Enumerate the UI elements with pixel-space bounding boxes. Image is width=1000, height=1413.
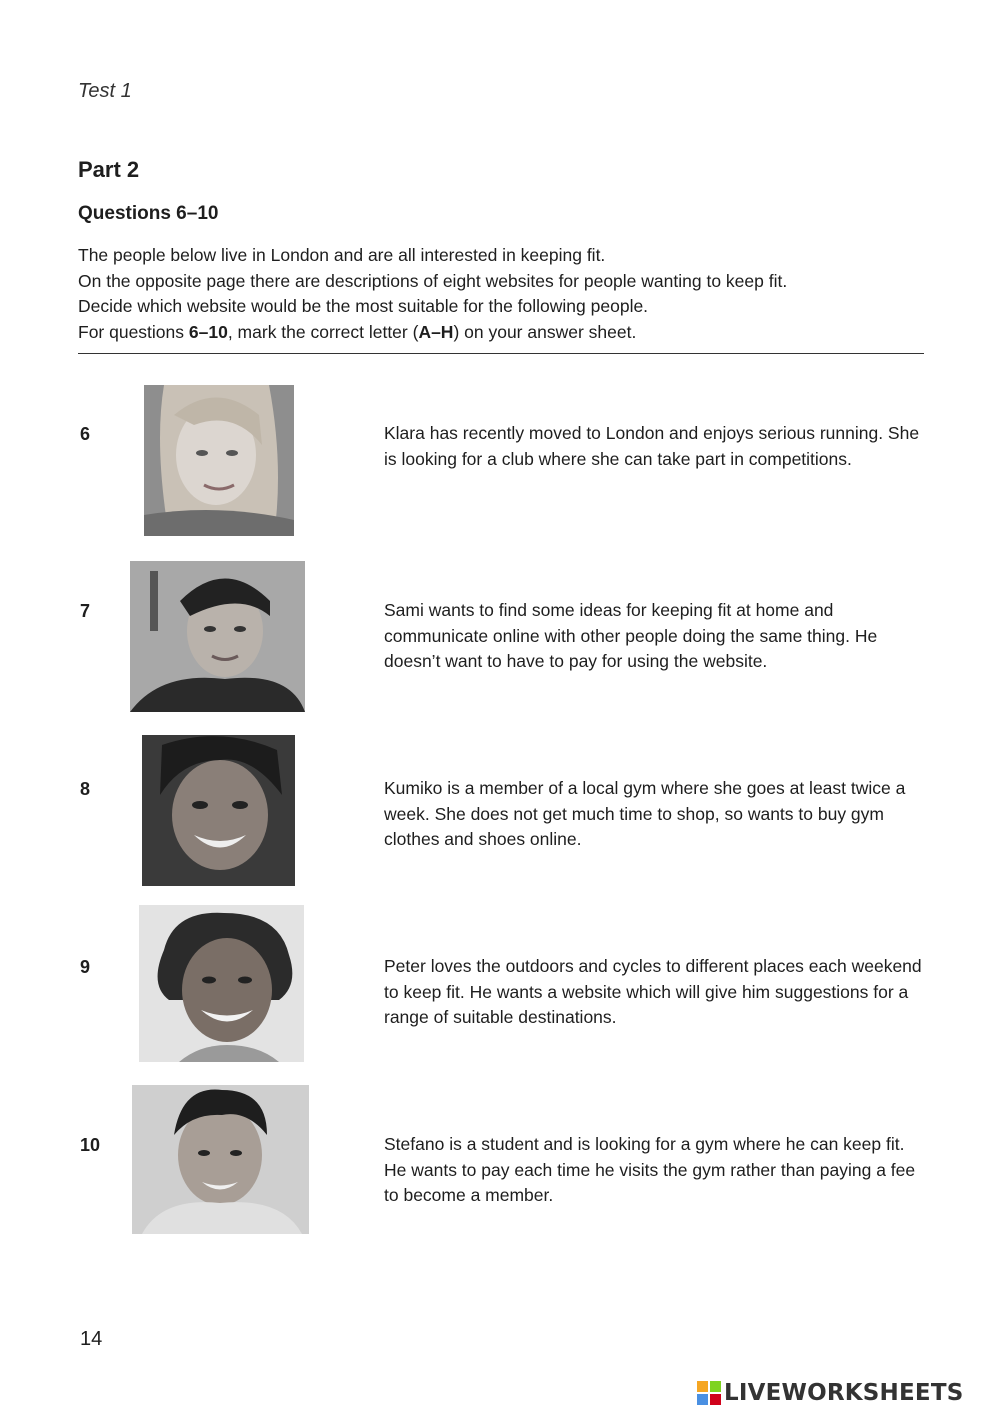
question-number: 9 bbox=[80, 957, 91, 977]
part-title: Part 2 bbox=[78, 157, 140, 182]
question-description: Klara has recently moved to London and enjoys serious running. She is looking for a club where she can take part in competitions. bbox=[384, 423, 920, 469]
question-description: Kumiko is a member of a local gym where she goes at least twice a week. She does not get much time to shop, so wants to buy gym clothes and shoes online. bbox=[384, 778, 906, 849]
brand-name: LIVEWORKSHEETS bbox=[724, 1380, 964, 1406]
question-number: 7 bbox=[80, 601, 91, 621]
person-photo-stefano bbox=[132, 1085, 309, 1234]
brand-watermark bbox=[697, 1378, 963, 1408]
questions-title: Questions 6–10 bbox=[78, 203, 219, 224]
instruction-line: Decide which website would be the most suitable for the following people. bbox=[78, 296, 649, 316]
instruction-line: The people below live in London and are all interested in keeping fit. bbox=[78, 245, 606, 265]
question-number: 8 bbox=[80, 779, 91, 799]
person-photo-klara bbox=[144, 385, 294, 536]
person-photo-kumiko bbox=[142, 735, 295, 886]
page-number: 14 bbox=[80, 1328, 103, 1350]
question-number: 6 bbox=[80, 424, 91, 444]
question-description: Sami wants to find some ideas for keeping fit at home and communicate online with other people doing the same thing. He doesn’t want to have to pay for using the website. bbox=[384, 600, 878, 671]
question-number: 10 bbox=[80, 1135, 101, 1155]
question-description: Stefano is a student and is looking for a gym where he can keep fit. He wants to pay each time he visits the gym rather than paying a fee to become a member. bbox=[384, 1134, 916, 1205]
test-label: Test 1 bbox=[78, 80, 132, 102]
question-description: Peter loves the outdoors and cycles to different places each weekend to keep fit. He wants a website which will give him suggestions for a range of suitable destinations. bbox=[384, 956, 922, 1027]
instruction-line: On the opposite page there are descriptions of eight websites for people wanting to keep fit. bbox=[78, 270, 788, 291]
instruction-line: For questions 6–10, mark the correct letter (A–H) on your answer sheet. bbox=[78, 321, 637, 342]
person-photo-peter bbox=[139, 905, 304, 1062]
instructions bbox=[78, 243, 928, 345]
person-photo-sami bbox=[130, 561, 305, 712]
liveworksheets-logo-icon bbox=[697, 1381, 721, 1405]
divider bbox=[78, 353, 924, 354]
